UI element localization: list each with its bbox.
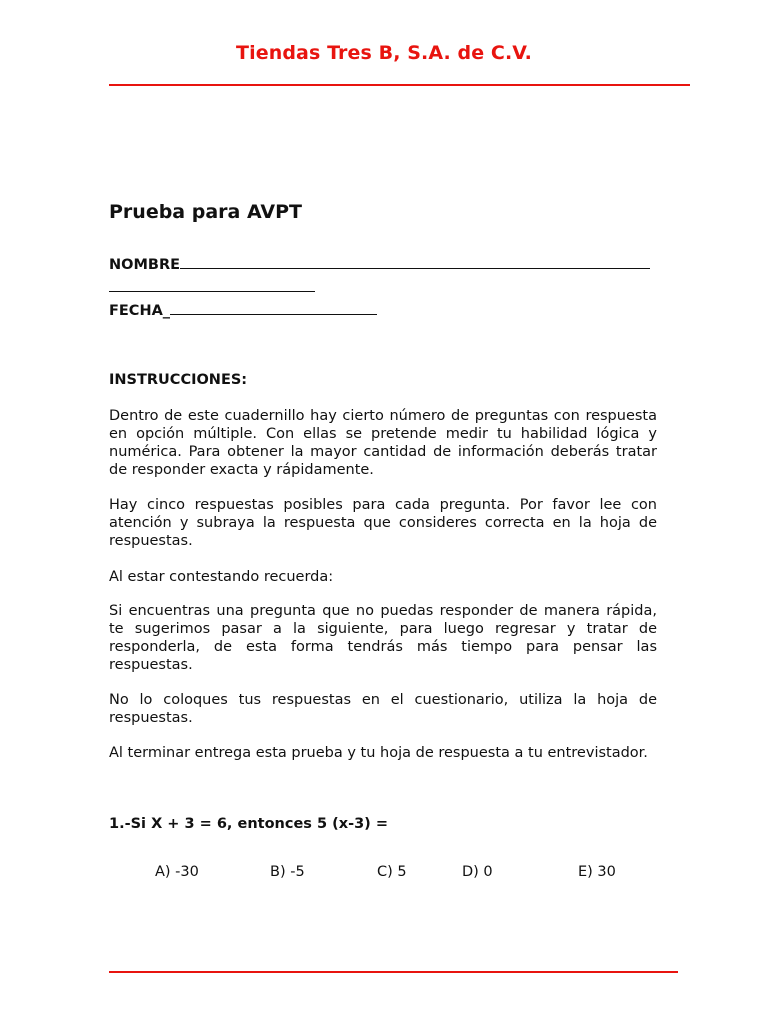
- answer-option-c: C) 5: [377, 864, 407, 880]
- answer-option-b: B) -5: [270, 864, 305, 880]
- answer-option-e: E) 30: [578, 864, 616, 880]
- date-label: FECHA_: [109, 303, 171, 319]
- instructions-paragraph: No lo coloques tus respuestas en el cuestionario, utiliza la hoja de respuestas.: [109, 692, 657, 726]
- question-1: 1.-Si X + 3 = 6, entonces 5 (x-3) =: [109, 816, 389, 832]
- answer-option-d: D) 0: [462, 864, 493, 880]
- name-blank-line: [180, 254, 650, 269]
- instructions-paragraph: Si encuentras una pregunta que no puedas responder de manera rápida, te sugerimos pasar a la siguiente, para luego regresar y tratar de responderla, de esta forma tendrás más tiempo para pensar las respuestas.: [109, 603, 657, 673]
- company-header: Tiendas Tres B, S.A. de C.V.: [236, 42, 532, 64]
- name-field: [109, 254, 650, 273]
- instructions-paragraph: Dentro de este cuadernillo hay cierto número de preguntas con respuesta en opción múltiple. Con ellas se pretende medir tu habilidad lógica y numérica. Para obtener la mayor cantidad de información deberás tratar de responder exacta y rápidamente.: [109, 408, 657, 478]
- instructions-heading: INSTRUCCIONES:: [109, 372, 248, 388]
- footer-divider: [109, 971, 678, 973]
- date-blank-line: [170, 300, 377, 315]
- name-blank-line-2: [109, 277, 315, 292]
- header-divider: [109, 84, 690, 86]
- name-field-continuation: [109, 277, 315, 296]
- instructions-paragraph: Al terminar entrega esta prueba y tu hoja de respuesta a tu entrevistador.: [109, 745, 648, 761]
- document-title: Prueba para AVPT: [109, 201, 302, 223]
- answer-option-a: A) -30: [155, 864, 199, 880]
- instructions-paragraph: Al estar contestando recuerda:: [109, 569, 334, 585]
- instructions-paragraph: Hay cinco respuestas posibles para cada pregunta. Por favor lee con atención y subraya la respuesta que consideres correcta en la hoja de respuestas.: [109, 497, 657, 549]
- date-field: [109, 300, 377, 319]
- name-label: NOMBRE: [109, 257, 181, 273]
